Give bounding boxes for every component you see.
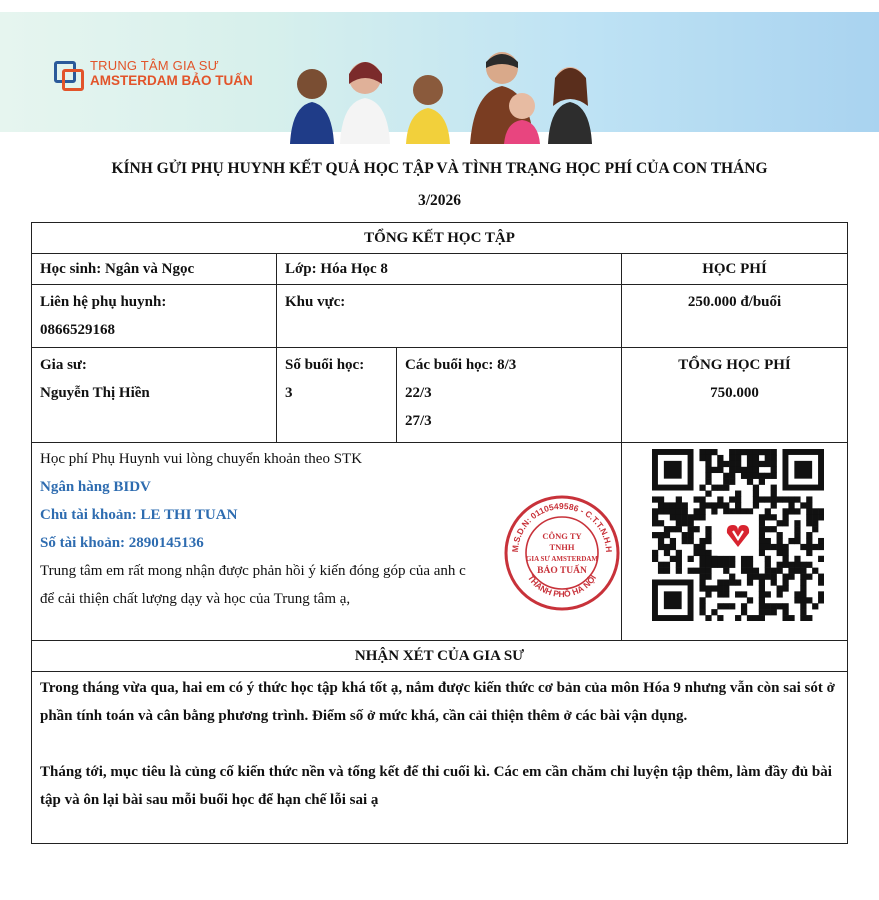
qr-cell: [622, 443, 848, 641]
center-logo: [52, 58, 253, 89]
logo-line2: AMSTERDAM BẢO TUẤN: [90, 73, 253, 88]
feedback-line1: Trung tâm em rất mong nhận được phản hồi ý kiến đóng góp của anh c: [40, 563, 466, 579]
review-body: [32, 672, 848, 844]
sessions-count: 3: [285, 385, 293, 401]
header-banner: [0, 12, 879, 132]
page-title-line1: KÍNH GỬI PHỤ HUYNH KẾT QUẢ HỌC TẬP VÀ TÌNH TRẠNG HỌC PHÍ CỦA CON THÁNG: [111, 160, 768, 177]
total-fee: [622, 348, 848, 443]
session-dates: [397, 348, 622, 443]
account-holder: Chủ tài khoản: LE THI TUAN: [40, 507, 238, 523]
stamp-line2: TNHH: [549, 542, 575, 552]
dates-line3: 27/3: [405, 413, 432, 429]
review-para2: Tháng tới, mục tiêu là củng cố kiến thức nền và tổng kết để thi cuối kì. Các em cần chăm chỉ luyện tập thêm, làm đầy đủ bài tập và ôn lại bài sau mỗi buổi học để hạn chế lỗi sai ạ: [40, 764, 832, 808]
logo-icon: [52, 59, 84, 89]
sessions: [277, 348, 397, 443]
account-number: Số tài khoản: 2890145136: [40, 535, 204, 551]
page-title-line2: 3/2026: [417, 192, 462, 209]
stamp-line3: GIA SƯ AMSTERDAM: [525, 555, 599, 563]
payment-instruction: Học phí Phụ Huynh vui lòng chuyển khoản theo STK: [40, 451, 363, 467]
stamp-line4: BẢO TUẤN: [537, 566, 587, 576]
logo-line1: TRUNG TÂM GIA SƯ: [90, 58, 219, 73]
total-label: TỔNG HỌC PHÍ: [678, 357, 791, 373]
review-header: NHẬN XÉT CỦA GIA SƯ: [32, 641, 848, 672]
dates-line2: 22/3: [405, 385, 432, 401]
sessions-label: Số buổi học:: [285, 357, 365, 373]
payment-info: [32, 443, 622, 641]
dates-line1: Các buổi học: 8/3: [405, 357, 517, 373]
student-name: Học sinh: Ngân và Ngọc: [32, 254, 277, 285]
stamp-ring-text: M.S.D.N: 0110549586 - C.T.T.N.H.H: [509, 500, 615, 553]
banner-people-image: [270, 36, 610, 144]
tutor-label: Gia sư:: [40, 357, 87, 373]
results-table: [31, 222, 848, 844]
company-stamp: [502, 493, 622, 613]
fee-label: HỌC PHÍ: [622, 254, 848, 285]
summary-header: TỔNG KẾT HỌC TẬP: [32, 223, 848, 254]
payment-qr-code: [652, 449, 824, 621]
area: Khu vực:: [277, 285, 622, 348]
stamp-bottom-text: THÀNH PHỐ HÀ NỘI: [525, 572, 599, 600]
fee-value: 250.000 đ/buổi: [622, 285, 848, 348]
svg-text:THÀNH PHỐ HÀ NỘI: [526, 573, 598, 599]
parent-contact: [32, 285, 277, 348]
contact-phone: 0866529168: [40, 322, 115, 338]
contact-label: Liên hệ phụ huynh:: [40, 294, 167, 310]
stamp-line1: CÔNG TY: [542, 531, 582, 541]
tutor: [32, 348, 277, 443]
class-name: Lớp: Hóa Học 8: [277, 254, 622, 285]
total-value: 750.000: [710, 385, 759, 401]
review-para1: Trong tháng vừa qua, hai em có ý thức học tập khá tốt ạ, nắm được kiến thức cơ bản của môn Hóa 9 nhưng vẫn còn sai sót ở phần tính toán và cân bằng phương trình. Điểm số ở mức khá, cần cải thiện thêm ở các bài vận dụng.: [40, 680, 835, 724]
tutor-name: Nguyễn Thị Hiền: [40, 385, 150, 401]
bank-name: Ngân hàng BIDV: [40, 479, 151, 495]
feedback-line2: để cải thiện chất lượng dạy và học của Trung tâm ạ,: [40, 591, 351, 607]
